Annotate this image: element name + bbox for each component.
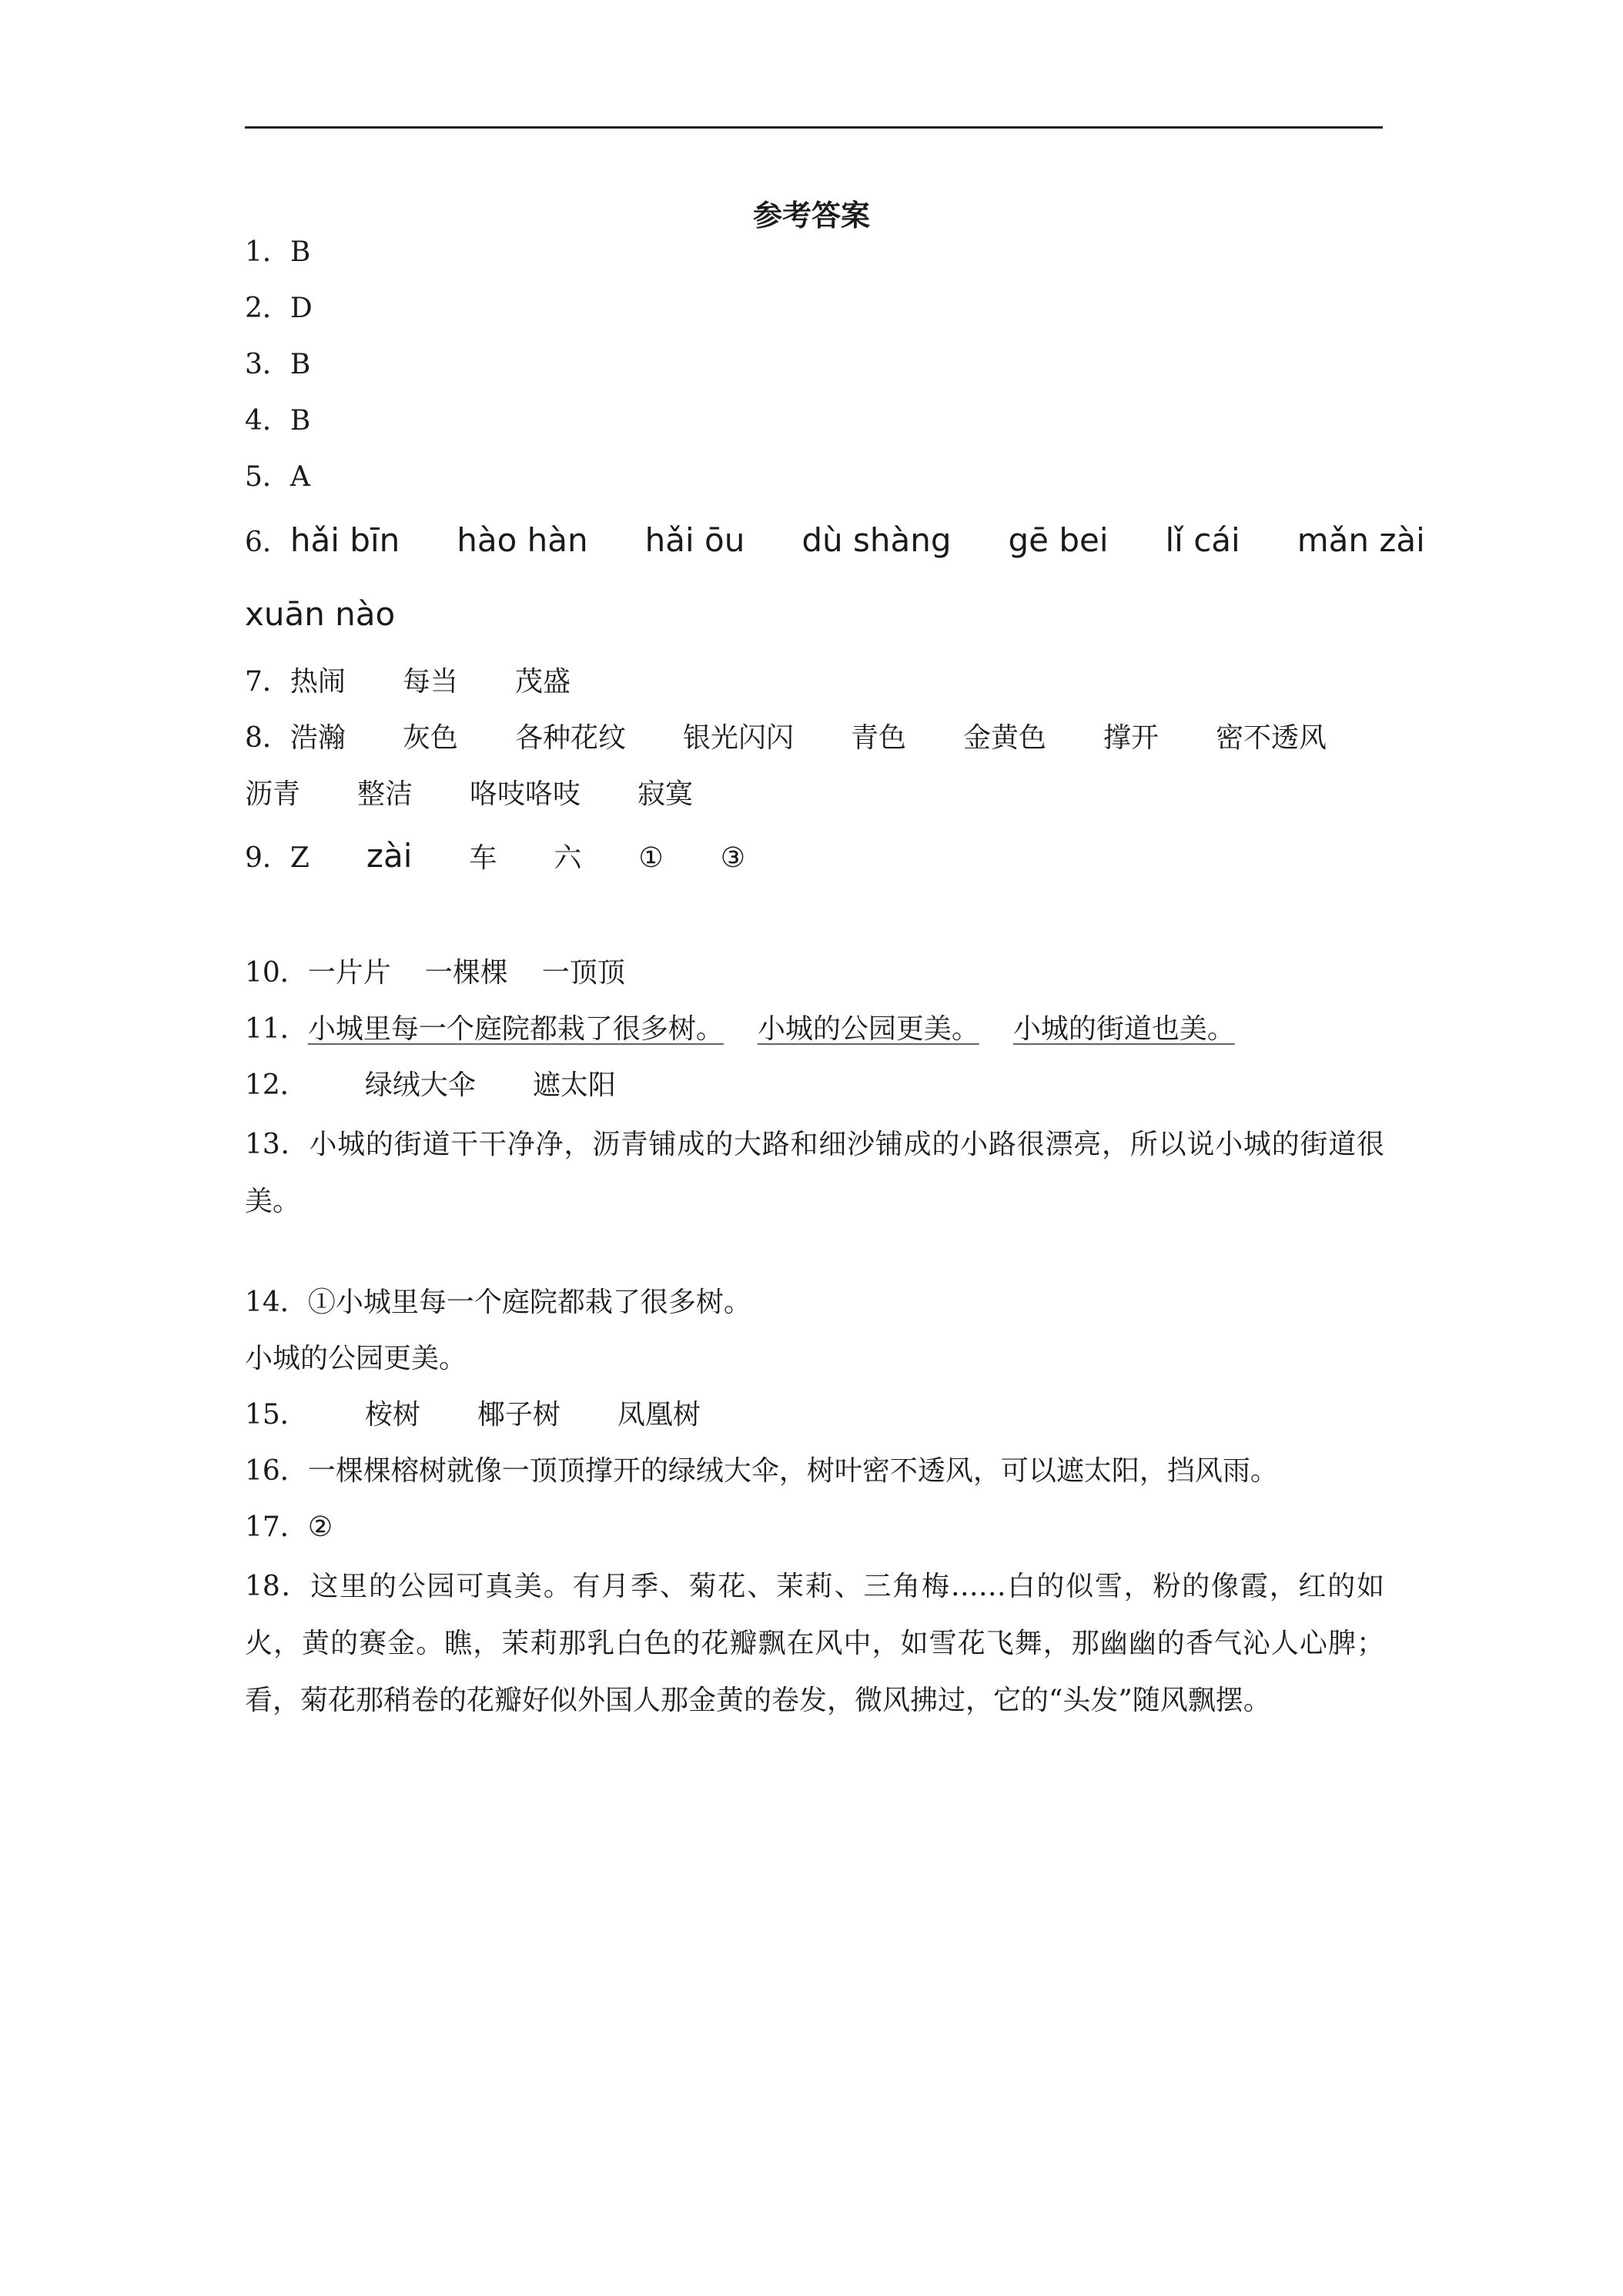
answer-1 (245, 231, 1392, 274)
answer-6 (245, 519, 1425, 564)
word-item: 桉树 (364, 1399, 420, 1431)
answer-text: D (289, 293, 313, 324)
page-title: 参考答案 (752, 198, 870, 233)
answer-number: 2． (245, 293, 290, 324)
underlined-sentence: 小城的街道也美。 (1012, 1013, 1235, 1045)
answer-number: 13． (245, 1129, 310, 1160)
answer-9 (245, 835, 1392, 880)
answer-12 (245, 1064, 1392, 1107)
answer-text: 小城的公园更美。 (245, 1343, 467, 1374)
word-item: 沥青 (245, 778, 301, 810)
answer-number: 16． (245, 1455, 308, 1487)
answer-3 (245, 343, 1392, 387)
answer-10 (245, 952, 1392, 995)
word-item: 银光闪闪 (682, 722, 794, 754)
word-item: 遮太阳 (532, 1069, 616, 1101)
word-item: 灰色 (402, 722, 458, 754)
answer-text: A (289, 461, 310, 493)
pinyin-item: gē bei (1008, 521, 1109, 559)
answer-14 (245, 1281, 1392, 1324)
word-item: 整洁 (357, 778, 413, 810)
word-item: ③ (720, 842, 745, 874)
answer-number: 7． (245, 666, 290, 698)
word-item: 密不透风 (1216, 722, 1327, 754)
pinyin-item: lǐ cái (1165, 521, 1240, 559)
answer-2 (245, 287, 1392, 330)
answer-text: B (289, 236, 311, 268)
answer-11 (245, 1008, 1392, 1051)
answer-number: 18． (245, 1571, 311, 1602)
word-item: 一棵棵 (424, 957, 508, 989)
answer-text: 小城的街道干干净净，沥青铺成的大路和细沙铺成的小路很漂亮，所以说小城的街道很美。 (245, 1129, 1384, 1217)
word-item: 凤凰树 (617, 1399, 701, 1431)
answer-8 (245, 717, 1392, 760)
answer-text: B (289, 405, 311, 437)
answer-number: 15． (245, 1399, 308, 1431)
answer-4 (245, 400, 1392, 443)
answer-text: ② (307, 1511, 333, 1543)
answer-8-continued (245, 773, 1392, 816)
answer-number: 9． (245, 842, 290, 874)
answer-6-continued (245, 593, 1392, 638)
answer-14-continued (245, 1337, 1392, 1381)
word-item: 寂寞 (637, 778, 694, 810)
word-item: 每当 (402, 666, 458, 698)
answer-5 (245, 456, 1392, 499)
pinyin-item: dù shàng (801, 521, 952, 559)
word-item: 热闹 (289, 666, 346, 698)
answer-number: 12． (245, 1069, 308, 1101)
word-item: 青色 (850, 722, 906, 754)
answer-text: 这里的公园可真美。有月季、菊花、茉莉、三角梅……白的似雪，粉的像霞，红的如火，黄的赛金。瞧，茉莉那乳白色的花瓣飘在风中，如雪花飞舞，那幽幽的香气沁人心脾；看，菊花那稍卷的花瓣好似外国人那金黄的卷发，微风拂过，它的“头发”随风飘摆。 (245, 1571, 1384, 1716)
answer-number: 14． (245, 1287, 308, 1318)
word-item: 一顶顶 (541, 957, 625, 989)
word-item: 椰子树 (477, 1399, 561, 1431)
answer-number: 11． (245, 1013, 308, 1045)
answer-text: B (289, 349, 311, 380)
answer-number: 10． (245, 957, 308, 989)
answer-number: 8． (245, 722, 290, 754)
answer-number: 6． (245, 527, 290, 558)
answer-7 (245, 661, 1392, 704)
word-item: 撑开 (1103, 722, 1160, 754)
underlined-sentence: 小城的公园更美。 (757, 1013, 979, 1045)
answer-text: 一棵棵榕树就像一顶顶撑开的绿绒大伞，树叶密不透风，可以遮太阳，挡风雨。 (307, 1455, 1278, 1487)
pinyin-item: hǎi bīn (289, 521, 400, 559)
word-item: 浩瀚 (289, 722, 346, 754)
answer-13 (245, 1116, 1384, 1230)
pinyin-item: mǎn zài (1297, 521, 1425, 559)
pinyin-item: zài (366, 837, 413, 875)
word-item: ① (638, 842, 664, 874)
answer-number: 1． (245, 236, 290, 268)
answer-16 (245, 1450, 1392, 1493)
answer-number: 17． (245, 1511, 308, 1543)
word-item: 各种花纹 (514, 722, 626, 754)
word-item: Z (289, 842, 310, 874)
word-item: 金黄色 (962, 722, 1046, 754)
header-rule (245, 126, 1383, 129)
answer-15 (245, 1394, 1392, 1437)
answer-number: 4． (245, 405, 290, 437)
word-item: 一片片 (307, 957, 391, 989)
answer-number: 5． (245, 461, 290, 493)
pinyin-item: hǎi ōu (644, 521, 745, 559)
word-item: 车 (469, 842, 497, 874)
answer-text: ①小城里每一个庭院都栽了很多树。 (307, 1287, 751, 1318)
answer-number: 3． (245, 349, 290, 380)
answer-17 (245, 1506, 1392, 1549)
word-item: 咯吱咯吱 (470, 778, 581, 810)
underlined-sentence: 小城里每一个庭院都栽了很多树。 (307, 1013, 724, 1045)
pinyin-item: hào hàn (457, 521, 588, 559)
word-item: 六 (554, 842, 582, 874)
word-item: 绿绒大伞 (364, 1069, 476, 1101)
answer-18 (245, 1558, 1384, 1729)
pinyin-item: xuān nào (245, 595, 396, 633)
word-item: 茂盛 (514, 666, 571, 698)
